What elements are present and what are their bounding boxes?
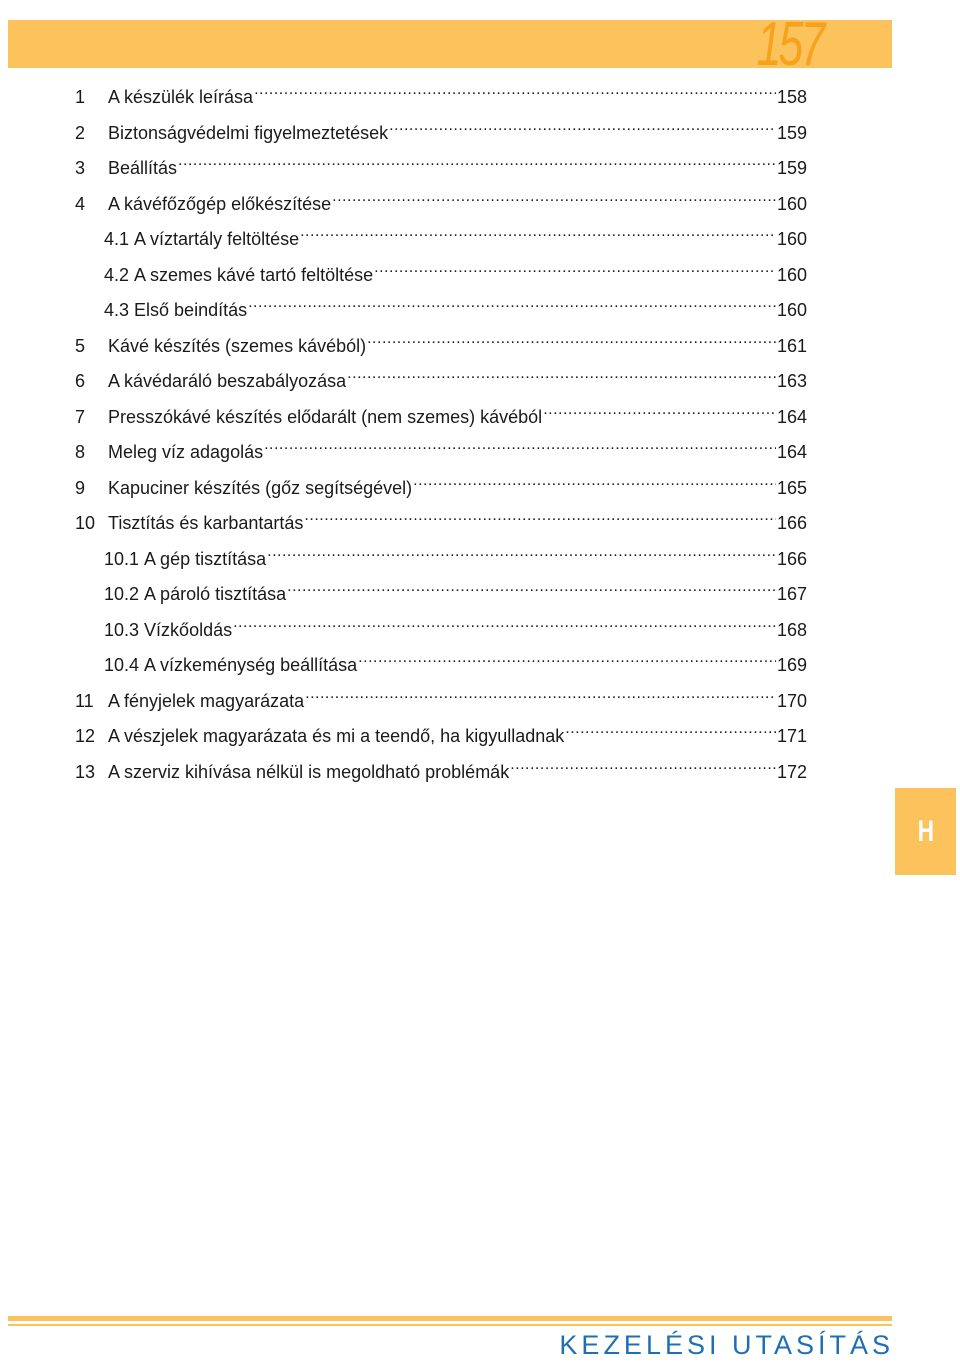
- toc-entry[interactable]: [75, 641, 807, 675]
- toc-entry-title: Meleg víz adagolás: [108, 442, 264, 462]
- toc-entry-number: 9: [75, 477, 86, 498]
- toc-entry-number: 4.3: [104, 300, 130, 320]
- toc-entry-page: 167: [776, 584, 807, 604]
- toc-entry-page: 160: [776, 193, 807, 214]
- toc-entry[interactable]: [75, 570, 807, 604]
- toc-entry-leader-dots: [374, 251, 776, 281]
- toc-entry-number: 4.1: [104, 229, 130, 249]
- footer-rule-thin: [8, 1324, 892, 1326]
- toc-entry-leader-dots: [543, 393, 776, 423]
- toc-entry[interactable]: [75, 677, 807, 711]
- toc-entry-leader-dots: [389, 109, 776, 139]
- toc-entry-leader-dots: [254, 73, 776, 103]
- toc-entry-page: 166: [776, 548, 807, 569]
- header-bar: [8, 10, 892, 79]
- toc-entry-page: 166: [776, 513, 807, 533]
- toc-entry-title: Presszókávé készítés elődarált (nem szemes) kávéból: [108, 406, 543, 427]
- toc-entry[interactable]: [75, 428, 807, 462]
- language-tab-label: H: [917, 814, 934, 848]
- language-tab: [895, 788, 956, 875]
- toc-entry-page: 163: [776, 371, 807, 391]
- toc-entry[interactable]: [75, 286, 807, 320]
- toc-entry-leader-dots: [305, 677, 776, 707]
- toc-entry-leader-dots: [264, 428, 776, 458]
- toc-entry-leader-dots: [347, 357, 776, 387]
- toc-entry-number: 13: [75, 761, 96, 782]
- toc-entry-page: 161: [776, 335, 807, 356]
- toc-entry-title: Kapuciner készítés (gőz segítségével): [108, 477, 413, 498]
- toc-entry-title: A vízkeménység beállítása: [144, 655, 358, 675]
- toc-entry-leader-dots: [358, 641, 776, 671]
- toc-entry-leader-dots: [304, 499, 776, 529]
- toc-entry-title: A gép tisztítása: [144, 548, 267, 569]
- toc-entry-leader-dots: [287, 570, 776, 600]
- toc-entry-page: 171: [776, 726, 807, 746]
- toc-entry-leader-dots: [510, 748, 776, 778]
- toc-entry-title: Kávé készítés (szemes kávéból): [108, 335, 367, 356]
- toc-entry-number: 4: [75, 193, 86, 214]
- toc-entry-number: 2: [75, 122, 86, 143]
- toc-entry-title: Vízkőoldás: [144, 619, 233, 640]
- toc-entry-page: 158: [776, 87, 807, 107]
- page-number: 157: [756, 10, 822, 79]
- toc-entry[interactable]: [75, 535, 807, 569]
- toc-entry-leader-dots: [565, 712, 776, 742]
- toc-entry-page: 169: [776, 655, 807, 675]
- toc-entry-page: 159: [776, 122, 807, 143]
- toc-entry-title: A vészjelek magyarázata és mi a teendő, ha kigyulladnak: [108, 726, 565, 746]
- toc-entry-number: 12: [75, 726, 96, 746]
- toc-entry-leader-dots: [248, 286, 776, 316]
- toc-entry[interactable]: [75, 748, 807, 782]
- toc-entry[interactable]: [75, 322, 807, 356]
- toc-entry-number: 4.2: [104, 264, 130, 285]
- toc-entry-leader-dots: [233, 606, 776, 636]
- toc-entry-number: 3: [75, 158, 86, 178]
- toc-entry-title: A pároló tisztítása: [144, 584, 287, 604]
- toc-entry-page: 172: [776, 761, 807, 782]
- footer-title: KEZELÉSI UTASÍTÁS: [559, 1330, 894, 1360]
- toc-entry-page: 160: [776, 264, 807, 285]
- toc-entry-leader-dots: [367, 322, 776, 352]
- toc-entry-title: A fényjelek magyarázata: [108, 690, 305, 711]
- toc-entry-number: 10.2: [104, 584, 140, 604]
- toc-entry[interactable]: [75, 606, 807, 640]
- toc-entry-title: A víztartály feltöltése: [134, 229, 300, 249]
- toc-entry[interactable]: [75, 251, 807, 285]
- toc-entry[interactable]: [75, 712, 807, 746]
- toc-entry-title: Tisztítás és karbantartás: [108, 513, 304, 533]
- toc-entry[interactable]: [75, 357, 807, 391]
- toc-entry-number: 6: [75, 371, 86, 391]
- toc-entry-number: 10.1: [104, 548, 140, 569]
- toc-entry[interactable]: [75, 464, 807, 498]
- toc-entry-page: 160: [776, 229, 807, 249]
- toc-entry-number: 5: [75, 335, 86, 356]
- toc-entry[interactable]: [75, 215, 807, 249]
- toc-entry[interactable]: [75, 180, 807, 214]
- toc-entry-title: Beállítás: [108, 158, 178, 178]
- toc-entry[interactable]: [75, 109, 807, 143]
- toc-entry-page: 164: [776, 442, 807, 462]
- toc-entry-title: A készülék leírása: [108, 87, 254, 107]
- toc-entry-number: 10.3: [104, 619, 140, 640]
- toc-entry-title: Biztonságvédelmi figyelmeztetések: [108, 122, 389, 143]
- toc-entry-title: Első beindítás: [134, 300, 248, 320]
- toc-entry-page: 165: [776, 477, 807, 498]
- footer-rule-thick: [8, 1316, 892, 1321]
- toc-entry-leader-dots: [178, 144, 776, 174]
- toc-entry-leader-dots: [267, 535, 776, 565]
- toc-entry-number: 1: [75, 87, 86, 107]
- toc-entry-title: A kávéfőzőgép előkészítése: [108, 193, 332, 214]
- toc-entry-number: 7: [75, 406, 86, 427]
- toc-entry-title: A szemes kávé tartó feltöltése: [134, 264, 374, 285]
- toc-entry[interactable]: [75, 73, 807, 107]
- toc-entry-page: 168: [776, 619, 807, 640]
- toc-entry-leader-dots: [413, 464, 776, 494]
- toc-entry-title: A szerviz kihívása nélkül is megoldható problémák: [108, 761, 510, 782]
- toc-entry-title: A kávédaráló beszabályozása: [108, 371, 347, 391]
- toc-entry-number: 11: [75, 690, 94, 711]
- toc-entry[interactable]: [75, 144, 807, 178]
- toc-entry[interactable]: [75, 393, 807, 427]
- toc-entry-page: 170: [776, 690, 807, 711]
- toc-entry-page: 164: [776, 406, 807, 427]
- toc-entry-leader-dots: [300, 215, 776, 245]
- toc-entry-number: 10: [75, 513, 96, 533]
- toc-entry-number: 10.4: [104, 655, 140, 675]
- toc-entry[interactable]: [75, 499, 807, 533]
- toc-entry-leader-dots: [332, 180, 776, 210]
- toc-entry-page: 160: [776, 300, 807, 320]
- toc-entry-number: 8: [75, 442, 86, 462]
- toc-entry-page: 159: [776, 158, 807, 178]
